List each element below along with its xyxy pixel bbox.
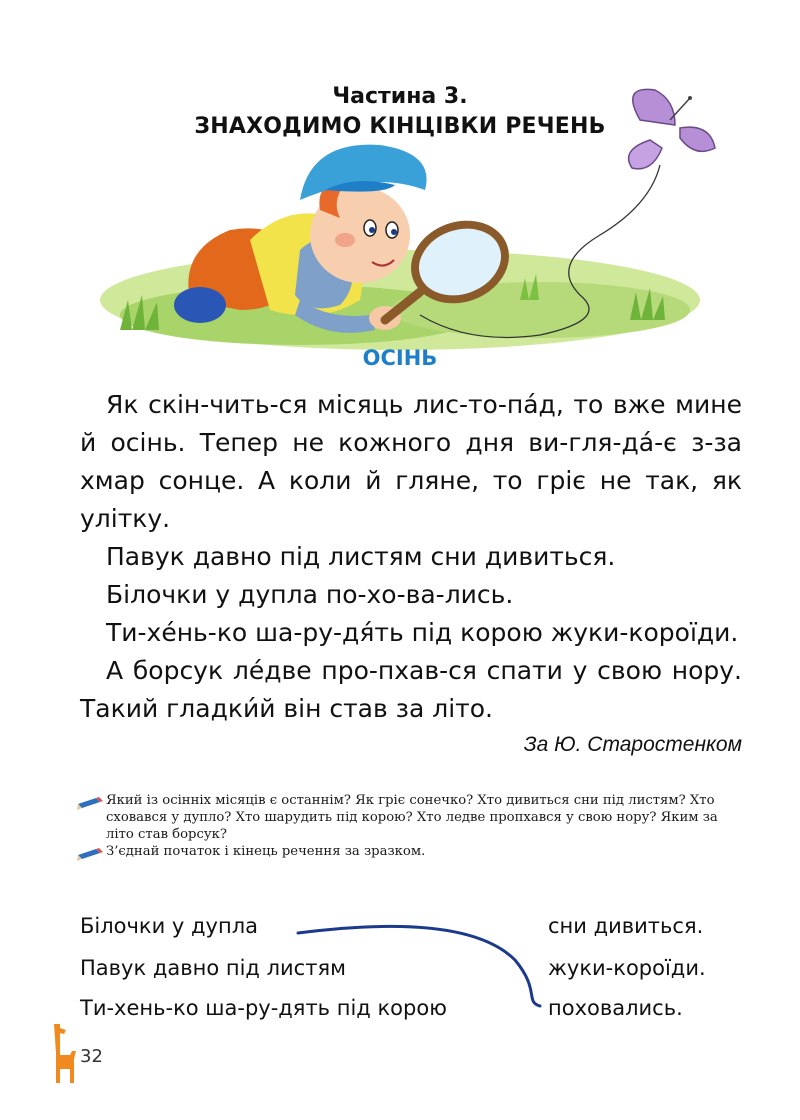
sentence-beginning: Павук давно під листям [80,956,346,980]
sentence-beginning: Білочки у дупла [80,914,258,938]
chapter-part: Частина 3. [332,84,468,109]
story-paragraph: Білочки у дупла по-хо-ва-лись. [106,580,514,609]
story-author: За Ю. Старостенком [523,733,742,756]
chapter-title: ЗНАХОДИМО КІНЦІВКИ РЕЧЕНЬ [194,114,606,139]
story-paragraph: А борсук лéдве про-пхав-ся спати у свою нору. Такий гладки́й він став за літо. [80,656,742,723]
sentence-beginning: Ти-хень-ко ша-ру-дять під корою [80,996,447,1020]
task-text: Який із осінніх місяців є останнім? Як гріє сонечко? Хто дивиться сни під листям? Хто сховався у дупло? Хто шарудить під корою? Хто ледве пропхався у свою нору? Яким за літо став борсук? [106,793,718,842]
story-paragraph: Як скін-чить-ся місяць лис-то-пáд, то вже мине й осінь. Тепер не кожного дня ви-гля-дá-є з-за хмар сонце. А коли й гляне, то гріє не так, як улітку. [80,390,742,533]
story-paragraph: Павук давно під листям сни дивиться. [106,542,616,571]
task-text: З’єднай початок і кінець речення за зразком. [106,844,426,859]
story-title: ОСІНЬ [362,346,438,370]
sentence-ending: жуки-короїди. [548,956,706,980]
story-paragraph: Ти-хéнь-ко ша-ру-дя́ть під корою жуки-короїди. [106,618,739,647]
sentence-ending: сни дивиться. [548,914,704,938]
giraffe-icon [40,1020,80,1084]
sentence-ending: поховались. [548,996,683,1020]
page-number: 32 [80,1046,103,1067]
